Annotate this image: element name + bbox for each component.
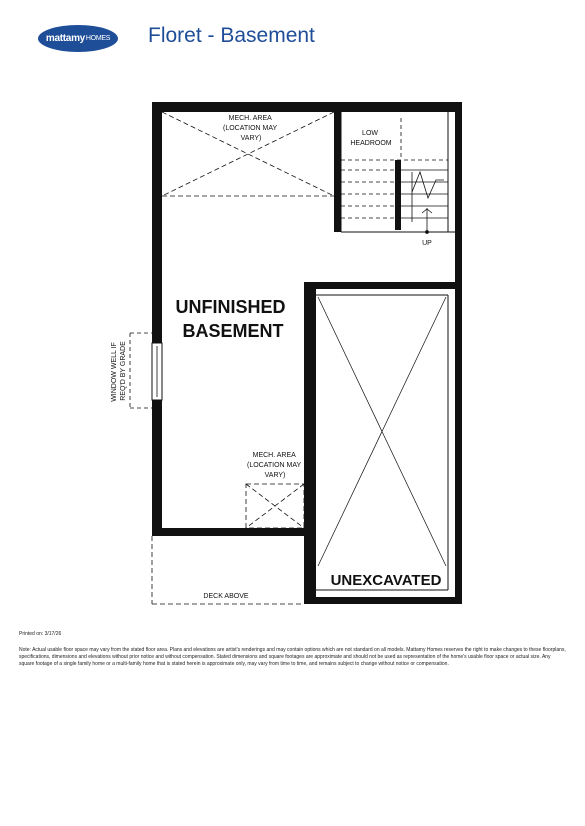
low-headroom-label: LOW HEADROOM [350,130,392,147]
page-title: Floret - Basement [148,24,315,47]
wall-bottom-right [304,597,462,604]
wall-bottom-left [152,528,316,536]
unexcavated-label: UNEXCAVATED [330,572,442,589]
printed-date: Printed on: 3/17/26 [19,631,62,637]
unexcavated-cross [318,297,446,566]
wall-right-upper [455,102,462,287]
up-label: UP [422,240,432,247]
wall-left [152,102,162,536]
logo-brand: mattamy [45,33,85,44]
wall-stair-left [334,102,341,232]
deck-above-label: DECK ABOVE [203,593,249,600]
wall-top [152,102,462,112]
wall-unexcavated-left [304,282,316,604]
disclaimer-note: Note: Actual usable floor space may vary from the stated floor area. Plans and elevations are artist's renderings and may contain options which are not standard on all models. Mattamy Homes reserves the right to make changes to these floorplans, specifications, dimensions and elevations without prior notice and without compensation. Stated dimensions and square footages are approximate and should not be used as representation of the home's usable floor space or actual size. Any square footage of a single family home or a multi-family home that is stated herein is approximate only, may vary from time to time, and remains subject to change without notice or compensation. [19,647,566,667]
wall-right-step [304,282,462,289]
window-well [130,333,162,408]
mech-area-top-label: MECH. AREA (LOCATION MAY VARY) [222,115,278,142]
wall-right-lower [455,282,462,604]
logo-homes: HOMES [85,35,111,42]
exterior-walls [152,102,462,604]
svg-text:WINDOW WELL IF REQ'D BY: WINDOW WELL IF REQ'D BY GRADE [111,341,127,402]
mech-area-bottom-box [246,484,304,528]
wall-stair-rail [395,160,401,230]
unfinished-basement-label: UNFINISHED BASEMENT [175,297,286,341]
mech-area-bottom-label: MECH. AREA (LOCATION MAY VARY) [246,452,302,479]
stairs [341,118,448,234]
window-well-label [111,340,127,402]
